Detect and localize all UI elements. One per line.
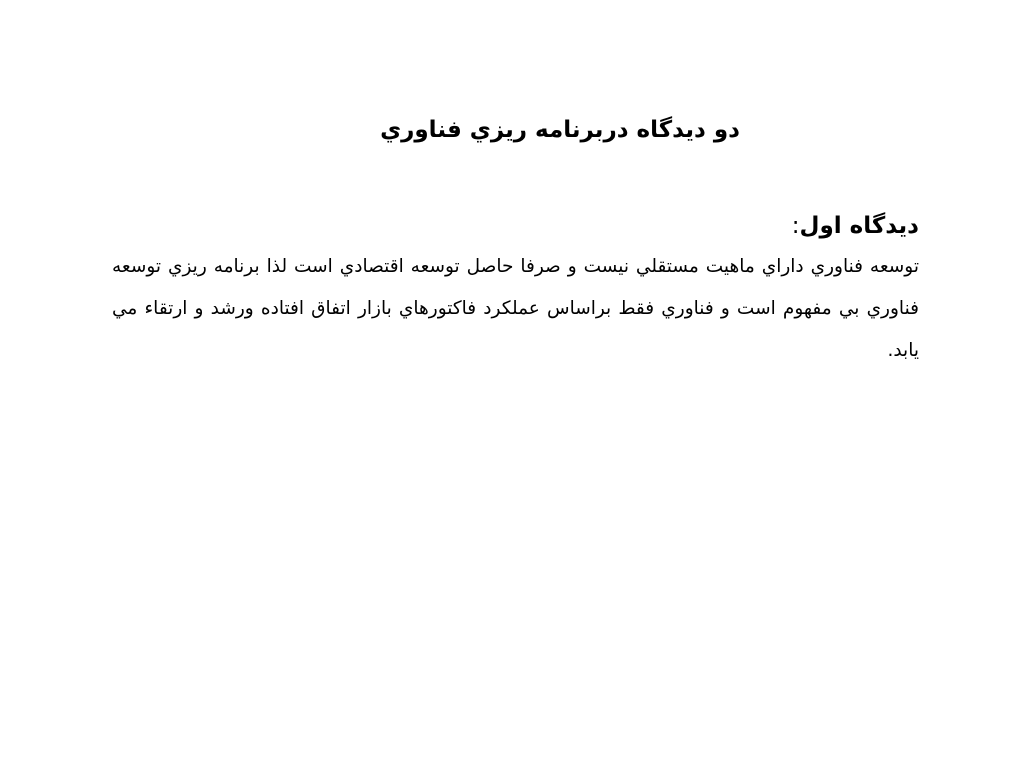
slide-title: دو ديدگاه دربرنامه ريزي فناوري bbox=[380, 117, 740, 143]
section-heading bbox=[112, 206, 919, 246]
body-paragraph: توسعه فناوري داراي ماهيت مستقلي نيست و صرفا حاصل توسعه اقتصادي است لذا برنامه ريزي توسعه فناوري بي مفهوم است و فناوري فقط براساس عملكرد فاكتورهاي بازار اتفاق افتاده ورشد و ارتقاء مي يابد. bbox=[112, 256, 919, 361]
section-heading-text: ديدگاه اول bbox=[799, 213, 919, 239]
slide-content bbox=[112, 206, 919, 372]
section-heading-colon: : bbox=[791, 213, 800, 239]
